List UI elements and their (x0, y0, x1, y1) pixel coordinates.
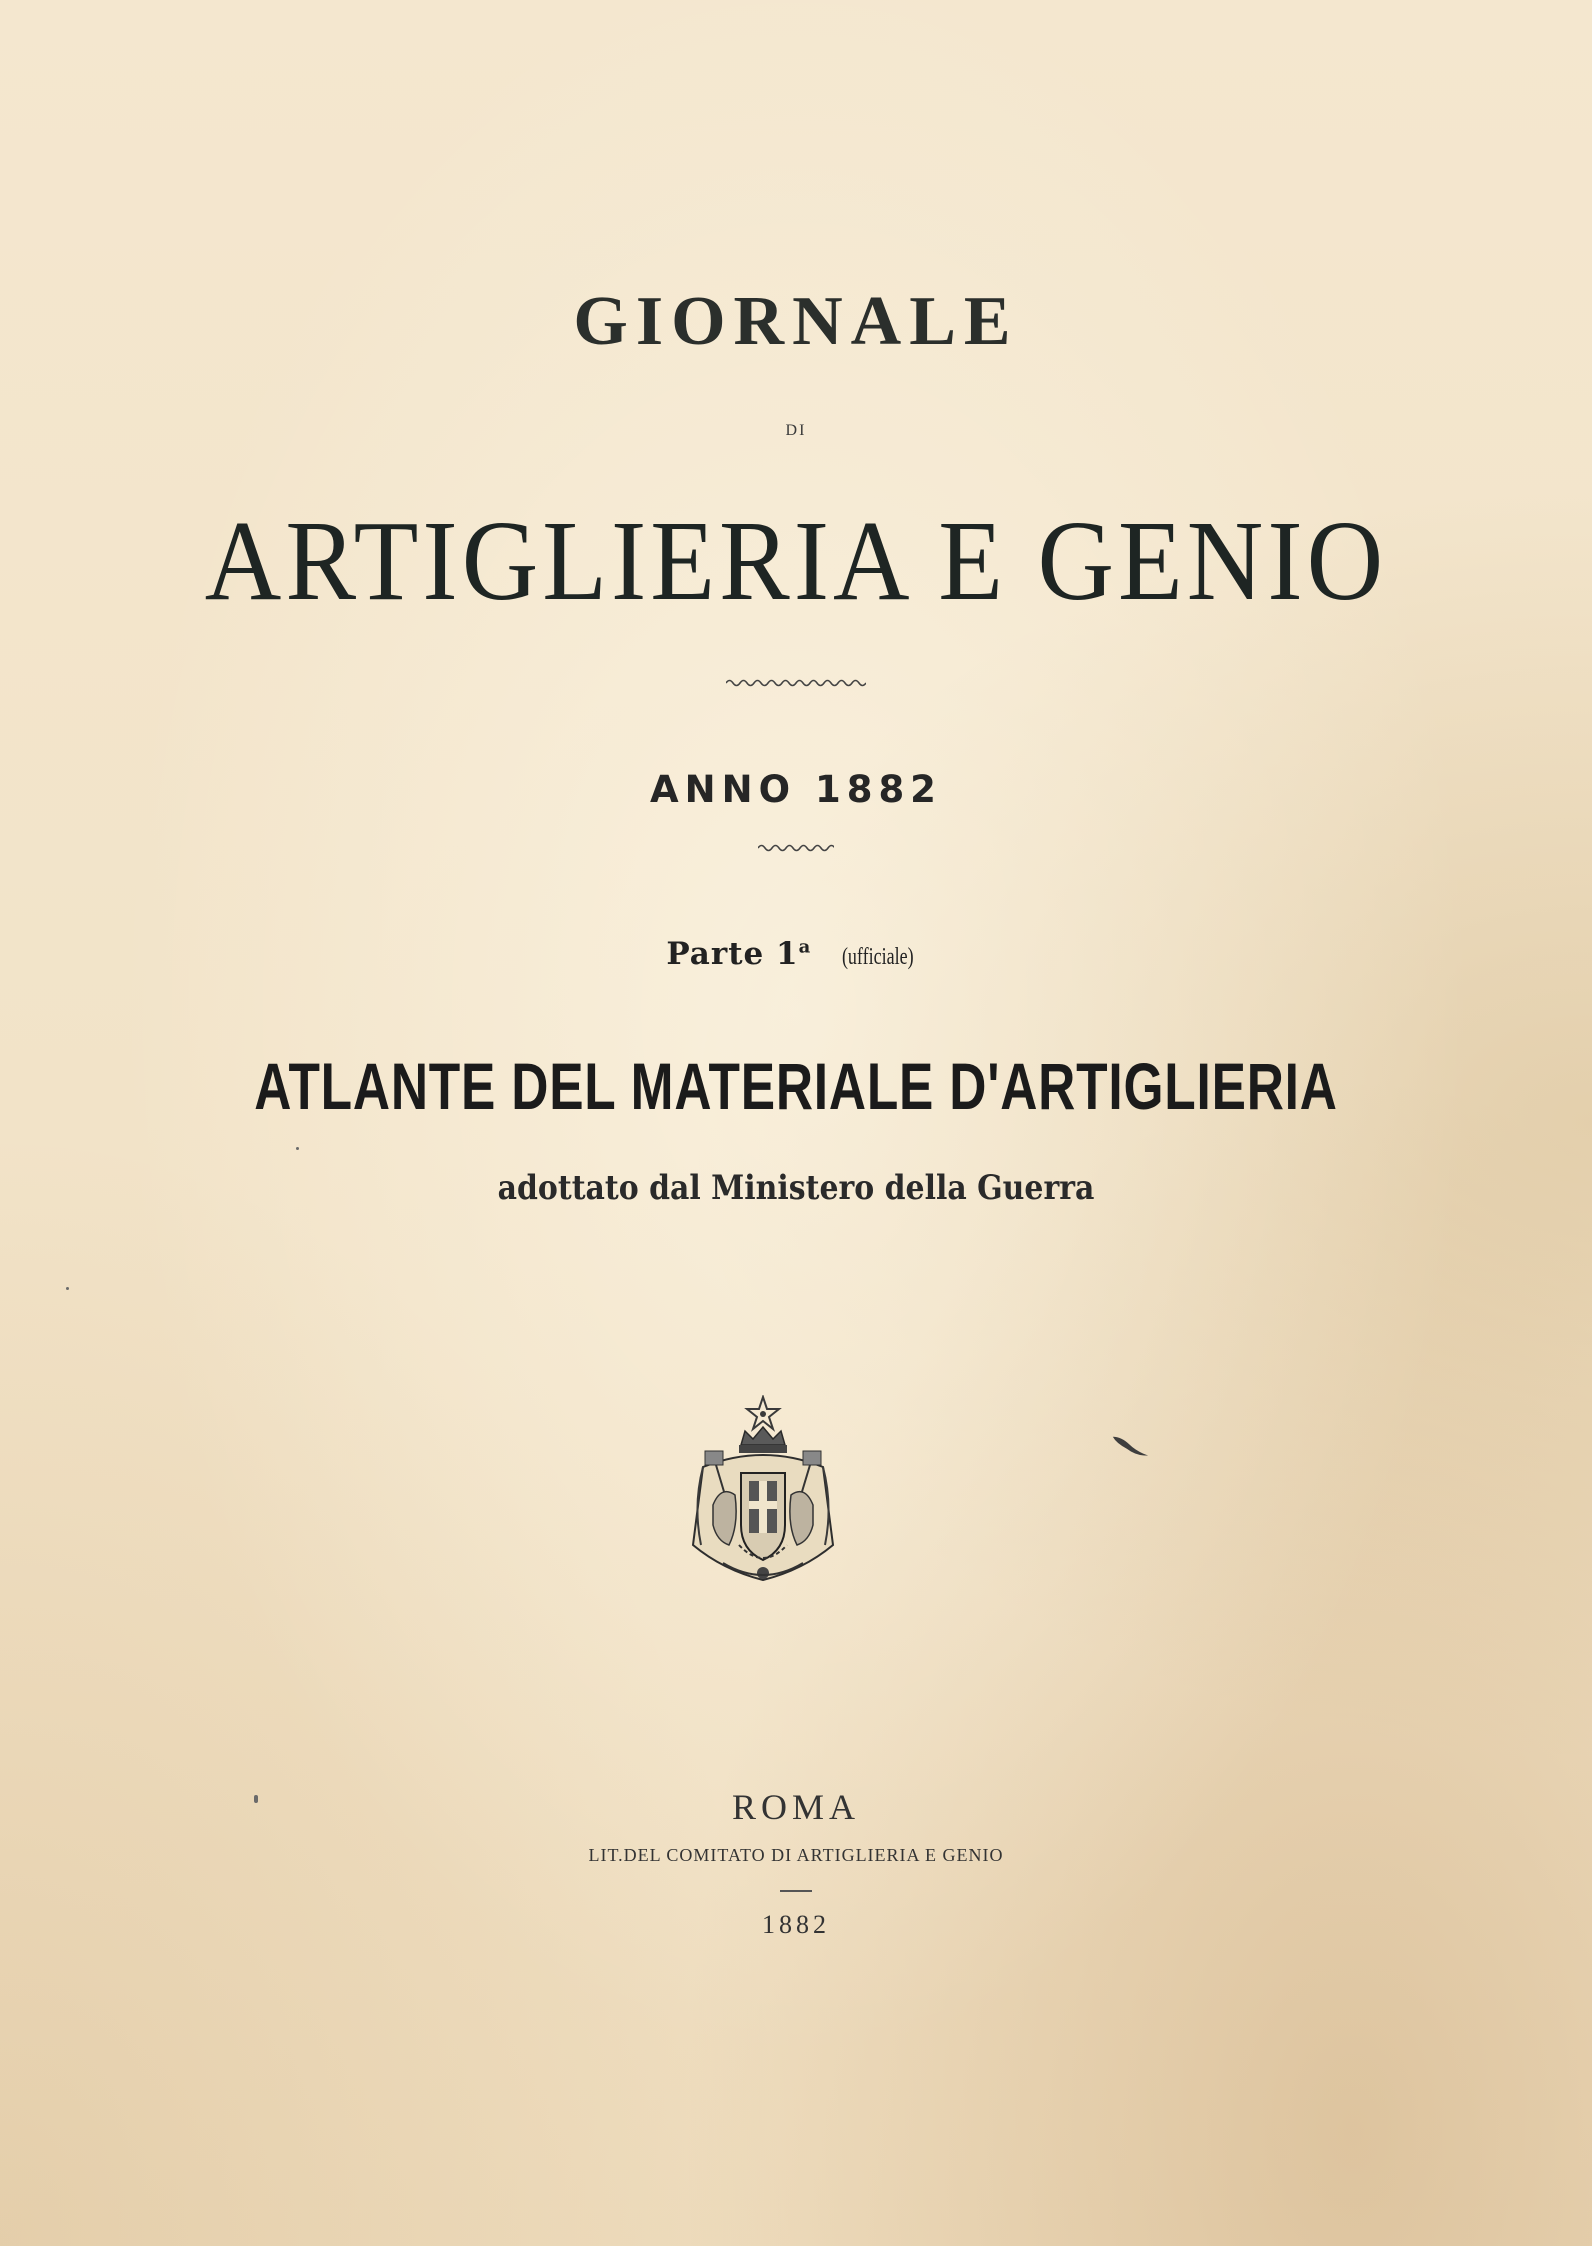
divider-rule (780, 1890, 812, 1892)
imprint-city: ROMA (731, 1787, 861, 1827)
journal-subject: ARTIGLIERIA E GENIO (204, 497, 1388, 624)
paper-speck (66, 1287, 69, 1290)
wavy-rule-divider (726, 678, 866, 688)
journal-of: DI (785, 422, 807, 439)
part-heading (0, 936, 1592, 972)
year-heading: ANNO 1882 (650, 768, 942, 811)
part-superscript: a (798, 936, 811, 958)
ink-smudge (1107, 1430, 1152, 1463)
paper-speck (296, 1147, 299, 1150)
part-label: Parte 1 (666, 936, 799, 972)
work-title: ATLANTE DEL MATERIALE D'ARTIGLIERIA (254, 1049, 1338, 1123)
imprint-printer: LIT.DEL COMITATO DI ARTIGLIERIA E GENIO (588, 1845, 1004, 1865)
journal-title: GIORNALE (573, 283, 1019, 360)
part-note: (ufficiale) (842, 944, 914, 970)
paper-speck (254, 1795, 258, 1803)
work-subtitle: adottato dal Ministero della Guerra (497, 1168, 1095, 1208)
imprint-year: 1882 (762, 1910, 830, 1939)
royal-coat-of-arms-icon (683, 1395, 843, 1595)
wavy-rule-divider (758, 843, 834, 853)
